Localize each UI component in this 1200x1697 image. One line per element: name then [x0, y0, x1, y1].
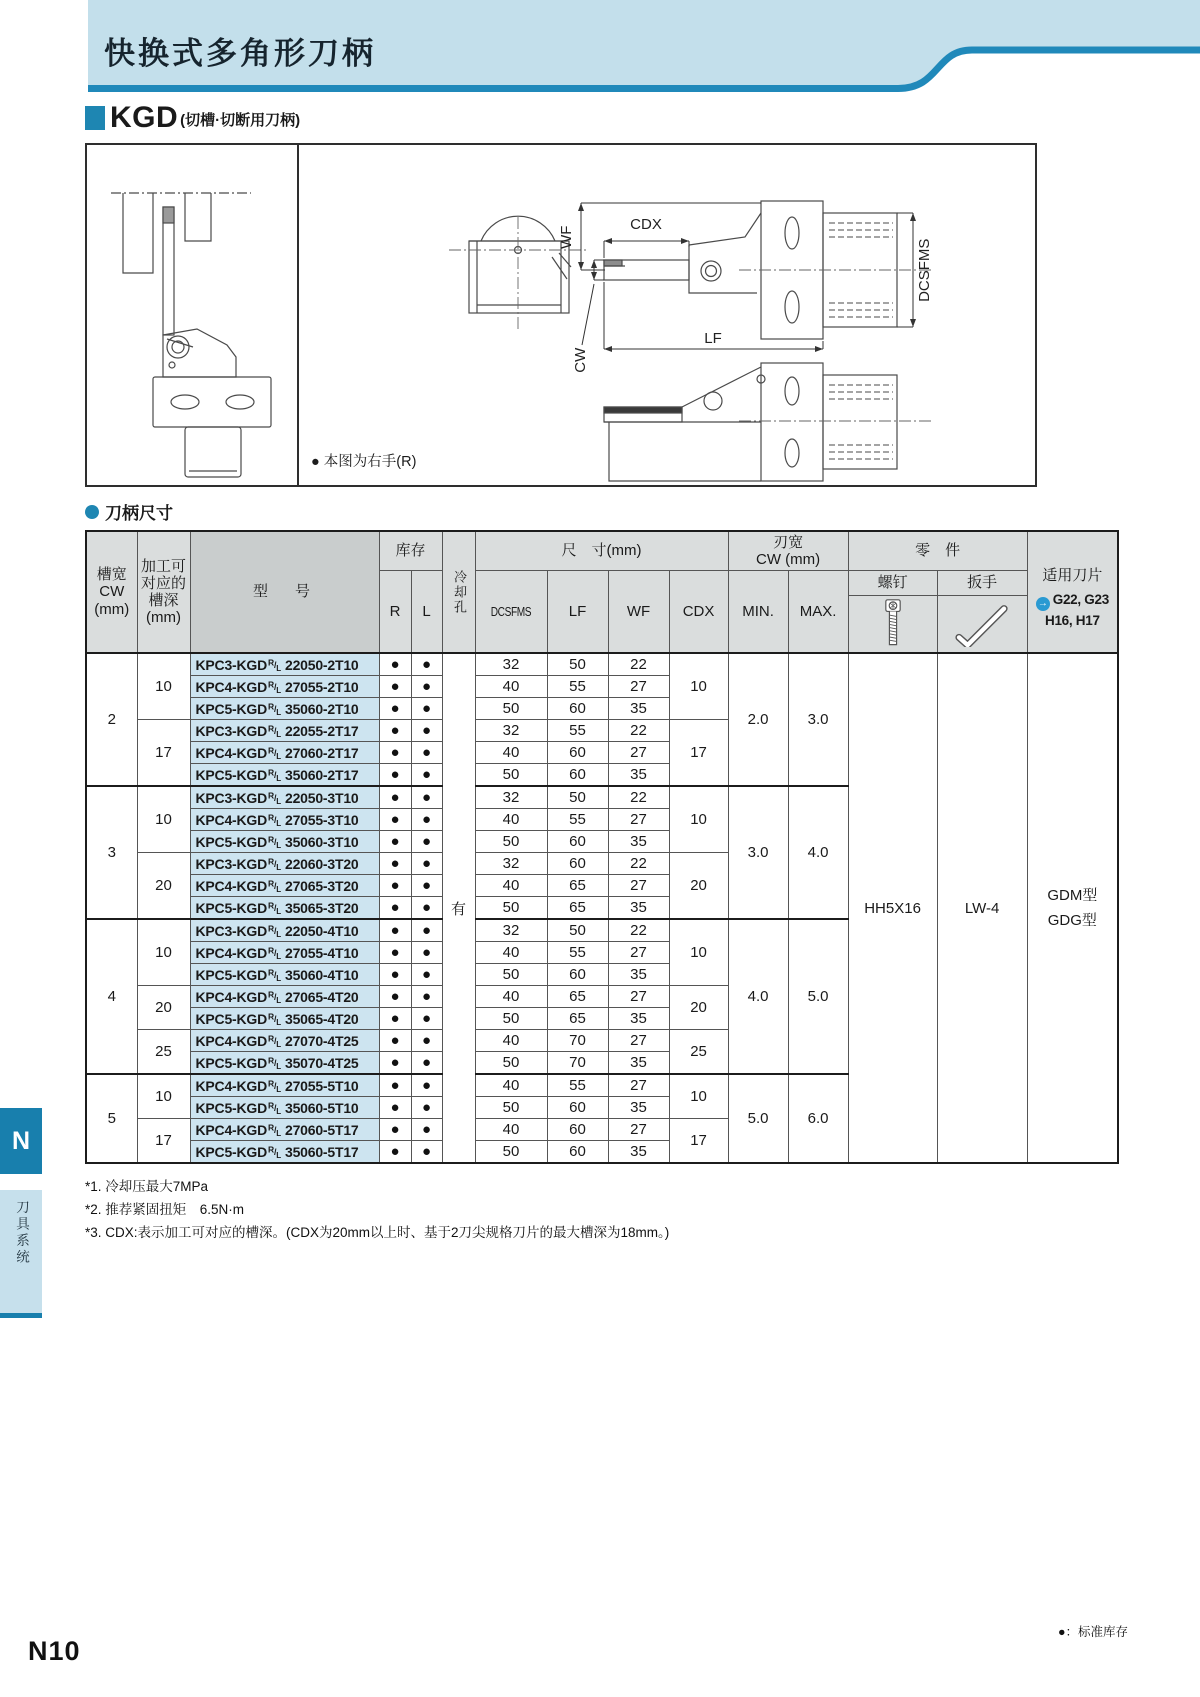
col-header-cdx: CDX — [669, 571, 728, 654]
model-cell: $KPC4-KGD^R/L$ 27055-2T10 — [190, 676, 379, 698]
sidebar-category-label: 刀具系统 — [14, 1200, 29, 1266]
model-cell: $KPC5-KGD^R/L$ 35065-4T20 — [190, 1008, 379, 1030]
stock-l-cell: ● — [411, 786, 442, 809]
lf-cell: 65 — [547, 1008, 608, 1030]
lf-cell: 50 — [547, 919, 608, 942]
spec-row — [86, 653, 1118, 676]
wrench-part-cell: LW-4 — [937, 653, 1027, 1163]
lf-cell: 60 — [547, 1141, 608, 1164]
wf-cell: 35 — [608, 764, 669, 787]
stock-l-cell: ● — [411, 698, 442, 720]
stock-l-cell: ● — [411, 809, 442, 831]
stock-r-cell: ● — [379, 698, 411, 720]
cw-cell: 4 — [86, 919, 137, 1074]
dcsfms-cell: 50 — [475, 698, 547, 720]
model-cell: $KPC4-KGD^R/L$ 27065-3T20 — [190, 875, 379, 897]
spec-table — [85, 530, 1119, 1164]
dcsfms-cell: 50 — [475, 964, 547, 986]
stock-r-cell: ● — [379, 1052, 411, 1075]
lf-cell: 60 — [547, 853, 608, 875]
stock-l-cell: ● — [411, 720, 442, 742]
header-row-1 — [86, 531, 1118, 571]
lf-cell: 60 — [547, 831, 608, 853]
dcsfms-cell: 32 — [475, 720, 547, 742]
dcsfms-cell: 50 — [475, 831, 547, 853]
model-cell: $KPC5-KGD^R/L$ 35060-3T10 — [190, 831, 379, 853]
cdx-cell: 20 — [669, 986, 728, 1030]
lf-cell: 60 — [547, 1097, 608, 1119]
model-cell: $KPC4-KGD^R/L$ 27055-4T10 — [190, 942, 379, 964]
col-header-coolant: 冷却孔 — [442, 531, 475, 653]
footnotes — [85, 1176, 669, 1245]
dcsfms-cell: 40 — [475, 676, 547, 698]
model-cell: $KPC4-KGD^R/L$ 27055-5T10 — [190, 1074, 379, 1097]
stock-l-cell: ● — [411, 897, 442, 920]
stock-l-cell: ● — [411, 964, 442, 986]
col-header-model: 型 号 — [190, 531, 379, 653]
stock-r-cell: ● — [379, 653, 411, 676]
stock-l-cell: ● — [411, 1119, 442, 1141]
wf-cell: 27 — [608, 676, 669, 698]
depth-cell: 17 — [137, 720, 190, 787]
dcsfms-cell: 40 — [475, 1074, 547, 1097]
wf-cell: 35 — [608, 1141, 669, 1164]
stock-l-cell: ● — [411, 1008, 442, 1030]
wf-cell: 27 — [608, 942, 669, 964]
lf-cell: 60 — [547, 764, 608, 787]
footnote-3: *3. CDX:表示加工可对应的槽深。(CDX为20mm以上时、基于2刀尖规格刀片的最大槽深为18mm。) — [85, 1224, 670, 1240]
screw-icon — [848, 596, 937, 654]
col-header-min: MIN. — [728, 571, 788, 654]
sidebar-category-box — [0, 1190, 42, 1318]
stock-r-cell: ● — [379, 809, 411, 831]
model-cell: $KPC5-KGD^R/L$ 35060-4T10 — [190, 964, 379, 986]
depth-cell: 20 — [137, 853, 190, 920]
wf-cell: 27 — [608, 1119, 669, 1141]
dcsfms-cell: 32 — [475, 653, 547, 676]
col-header-lf: LF — [547, 571, 608, 654]
cdx-cell: 20 — [669, 853, 728, 920]
wf-cell: 22 — [608, 786, 669, 809]
page-title: 快换式多角形刀柄 — [104, 36, 376, 71]
lf-cell: 50 — [547, 653, 608, 676]
dcsfms-cell: 32 — [475, 786, 547, 809]
stock-l-cell: ● — [411, 919, 442, 942]
lf-cell: 60 — [547, 698, 608, 720]
wf-cell: 35 — [608, 1008, 669, 1030]
wf-cell: 22 — [608, 653, 669, 676]
max-cell: 4.0 — [788, 786, 848, 919]
dim-label-dcsfms: DCSFMS — [915, 238, 933, 302]
wf-cell: 22 — [608, 919, 669, 942]
stock-r-cell: ● — [379, 919, 411, 942]
section-subtitle: (切槽·切断用刀柄) — [180, 112, 301, 129]
wf-cell: 35 — [608, 1052, 669, 1075]
stock-l-cell: ● — [411, 1074, 442, 1097]
dcsfms-cell: 50 — [475, 897, 547, 920]
sidebar-tab-n: N — [0, 1108, 42, 1174]
model-cell: $KPC5-KGD^R/L$ 35060-5T10 — [190, 1097, 379, 1119]
col-header-stock: 库存 — [379, 531, 442, 571]
dcsfms-cell: 40 — [475, 942, 547, 964]
stock-l-cell: ● — [411, 853, 442, 875]
lf-cell: 55 — [547, 809, 608, 831]
stock-r-cell: ● — [379, 942, 411, 964]
dcsfms-cell: 50 — [475, 1008, 547, 1030]
lf-cell: 65 — [547, 875, 608, 897]
model-cell: $KPC4-KGD^R/L$ 27065-4T20 — [190, 986, 379, 1008]
coolant-cell: 有 — [442, 653, 475, 1163]
stock-r-cell: ● — [379, 875, 411, 897]
wf-cell: 27 — [608, 809, 669, 831]
wf-cell: 35 — [608, 1097, 669, 1119]
lf-cell: 55 — [547, 676, 608, 698]
page-number: N10 — [28, 1636, 81, 1666]
cdx-cell: 10 — [669, 786, 728, 853]
stock-r-cell: ● — [379, 742, 411, 764]
model-cell: $KPC5-KGD^R/L$ 35060-5T17 — [190, 1141, 379, 1164]
col-header-depth: 加工可 对应的 槽深 (mm) — [137, 531, 190, 653]
stock-r-cell: ● — [379, 1141, 411, 1164]
cdx-cell: 10 — [669, 1074, 728, 1119]
stock-l-cell: ● — [411, 942, 442, 964]
min-cell: 3.0 — [728, 786, 788, 919]
wf-cell: 35 — [608, 831, 669, 853]
wrench-icon — [937, 596, 1027, 654]
dcsfms-cell: 32 — [475, 919, 547, 942]
model-cell: $KPC3-KGD^R/L$ 22060-3T20 — [190, 853, 379, 875]
col-header-bladewidth: 刃宽 CW (mm) — [728, 531, 848, 571]
cw-cell: 5 — [86, 1074, 137, 1163]
drawing-projection-views — [309, 153, 1009, 483]
min-cell: 2.0 — [728, 653, 788, 786]
stock-l-cell: ● — [411, 653, 442, 676]
wf-cell: 35 — [608, 698, 669, 720]
insert-arrow-icon: → — [1036, 597, 1050, 611]
model-cell: $KPC5-KGD^R/L$ 35070-4T25 — [190, 1052, 379, 1075]
stock-r-cell: ● — [379, 1074, 411, 1097]
min-cell: 5.0 — [728, 1074, 788, 1163]
col-header-l: L — [411, 571, 442, 654]
model-cell: $KPC3-KGD^R/L$ 22050-3T10 — [190, 786, 379, 809]
stock-r-cell: ● — [379, 897, 411, 920]
model-cell: $KPC3-KGD^R/L$ 22055-2T17 — [190, 720, 379, 742]
stock-r-cell: ● — [379, 964, 411, 986]
dim-label-lf: LF — [683, 331, 743, 348]
stock-l-cell: ● — [411, 742, 442, 764]
lf-cell: 55 — [547, 1074, 608, 1097]
col-header-r: R — [379, 571, 411, 654]
lf-cell: 55 — [547, 720, 608, 742]
col-header-parts: 零 件 — [848, 531, 1027, 571]
max-cell: 5.0 — [788, 919, 848, 1074]
insert-type-cell: GDM型 GDG型 — [1027, 653, 1118, 1163]
model-cell: $KPC4-KGD^R/L$ 27060-2T17 — [190, 742, 379, 764]
stock-r-cell: ● — [379, 676, 411, 698]
model-cell: $KPC4-KGD^R/L$ 27055-3T10 — [190, 809, 379, 831]
stock-l-cell: ● — [411, 1052, 442, 1075]
stock-l-cell: ● — [411, 676, 442, 698]
cdx-cell: 17 — [669, 720, 728, 787]
lf-cell: 55 — [547, 942, 608, 964]
footnote-1: *1. 冷却压最大7MPa — [85, 1179, 209, 1194]
stock-l-cell: ● — [411, 875, 442, 897]
section-bullet-icon — [85, 505, 99, 519]
stock-r-cell: ● — [379, 764, 411, 787]
stock-r-cell: ● — [379, 1119, 411, 1141]
stock-l-cell: ● — [411, 764, 442, 787]
depth-cell: 10 — [137, 653, 190, 720]
depth-cell: 20 — [137, 986, 190, 1030]
stock-r-cell: ● — [379, 986, 411, 1008]
cdx-cell: 25 — [669, 1030, 728, 1075]
cw-cell: 2 — [86, 653, 137, 786]
stock-r-cell: ● — [379, 831, 411, 853]
stock-r-cell: ● — [379, 1097, 411, 1119]
wf-cell: 27 — [608, 742, 669, 764]
wf-cell: 35 — [608, 964, 669, 986]
section-header — [85, 97, 300, 133]
wf-cell: 22 — [608, 720, 669, 742]
max-cell: 6.0 — [788, 1074, 848, 1163]
model-cell: $KPC4-KGD^R/L$ 27070-4T25 — [190, 1030, 379, 1052]
cdx-cell: 10 — [669, 919, 728, 986]
col-header-cw: 槽宽 CW (mm) — [86, 531, 137, 653]
dim-label-cdx: CDX — [622, 217, 670, 234]
dcsfms-cell: 40 — [475, 875, 547, 897]
spec-table-body — [86, 653, 1118, 1163]
dcsfms-cell: 50 — [475, 1097, 547, 1119]
lf-cell: 60 — [547, 964, 608, 986]
col-header-wrench: 扳手 — [937, 571, 1027, 596]
dcsfms-cell: 40 — [475, 1119, 547, 1141]
dcsfms-cell: 50 — [475, 764, 547, 787]
wf-cell: 27 — [608, 986, 669, 1008]
section-marker-icon — [85, 106, 105, 130]
stock-l-cell: ● — [411, 1030, 442, 1052]
drawing-divider — [297, 145, 299, 485]
depth-cell: 10 — [137, 919, 190, 986]
model-cell: $KPC4-KGD^R/L$ 27060-5T17 — [190, 1119, 379, 1141]
model-cell: $KPC5-KGD^R/L$ 35065-3T20 — [190, 897, 379, 920]
cdx-cell: 17 — [669, 1119, 728, 1164]
stock-r-cell: ● — [379, 1030, 411, 1052]
stock-l-cell: ● — [411, 1097, 442, 1119]
col-header-max: MAX. — [788, 571, 848, 654]
wf-cell: 35 — [608, 897, 669, 920]
table-section-title-text: 刀柄尺寸 — [105, 504, 173, 523]
depth-cell: 17 — [137, 1119, 190, 1164]
stock-l-cell: ● — [411, 1141, 442, 1164]
stock-r-cell: ● — [379, 720, 411, 742]
lf-cell: 65 — [547, 986, 608, 1008]
col-header-insert: 适用刀片 → G22, G23 H16, H17 — [1027, 531, 1118, 653]
lf-cell: 70 — [547, 1030, 608, 1052]
cdx-cell: 10 — [669, 653, 728, 720]
lf-cell: 60 — [547, 1119, 608, 1141]
depth-cell: 10 — [137, 786, 190, 853]
max-cell: 3.0 — [788, 653, 848, 786]
model-cell: $KPC5-KGD^R/L$ 35060-2T17 — [190, 764, 379, 787]
model-cell: $KPC3-KGD^R/L$ 22050-2T10 — [190, 653, 379, 676]
cw-cell: 3 — [86, 786, 137, 919]
screw-part-cell: HH5X16 — [848, 653, 937, 1163]
dcsfms-cell: 40 — [475, 809, 547, 831]
depth-cell: 10 — [137, 1074, 190, 1119]
lf-cell: 70 — [547, 1052, 608, 1075]
col-header-screw: 螺钉 — [848, 571, 937, 596]
dcsfms-cell: 40 — [475, 986, 547, 1008]
dim-label-wf: WF — [557, 225, 575, 249]
model-cell: $KPC5-KGD^R/L$ 35060-2T10 — [190, 698, 379, 720]
wf-cell: 27 — [608, 1030, 669, 1052]
stock-l-cell: ● — [411, 986, 442, 1008]
wf-cell: 27 — [608, 1074, 669, 1097]
col-header-dcsfms: DCSFMS — [475, 571, 547, 654]
drawing-note: ● 本图为右手(R) — [311, 454, 417, 470]
depth-cell: 25 — [137, 1030, 190, 1075]
wf-cell: 27 — [608, 875, 669, 897]
footnote-2: *2. 推荐紧固扭矩 6.5N·m — [85, 1201, 245, 1217]
drawing-side-view — [109, 179, 289, 481]
section-code: KGD — [110, 101, 179, 134]
col-header-wf: WF — [608, 571, 669, 654]
col-header-size: 尺 寸(mm) — [475, 531, 728, 571]
dim-label-cw: CW — [571, 347, 589, 373]
stock-r-cell: ● — [379, 853, 411, 875]
wf-cell: 22 — [608, 853, 669, 875]
stock-r-cell: ● — [379, 1008, 411, 1030]
dcsfms-cell: 50 — [475, 1141, 547, 1164]
min-cell: 4.0 — [728, 919, 788, 1074]
dcsfms-cell: 32 — [475, 853, 547, 875]
dcsfms-cell: 40 — [475, 742, 547, 764]
stock-legend: ●：标准库存 — [1057, 1625, 1128, 1639]
stock-l-cell: ● — [411, 831, 442, 853]
model-cell: $KPC3-KGD^R/L$ 22050-4T10 — [190, 919, 379, 942]
lf-cell: 60 — [547, 742, 608, 764]
drawing-box — [85, 143, 1037, 487]
dcsfms-cell: 50 — [475, 1052, 547, 1075]
table-section-title — [85, 499, 173, 524]
dcsfms-cell: 40 — [475, 1030, 547, 1052]
lf-cell: 50 — [547, 786, 608, 809]
lf-cell: 65 — [547, 897, 608, 920]
stock-r-cell: ● — [379, 786, 411, 809]
